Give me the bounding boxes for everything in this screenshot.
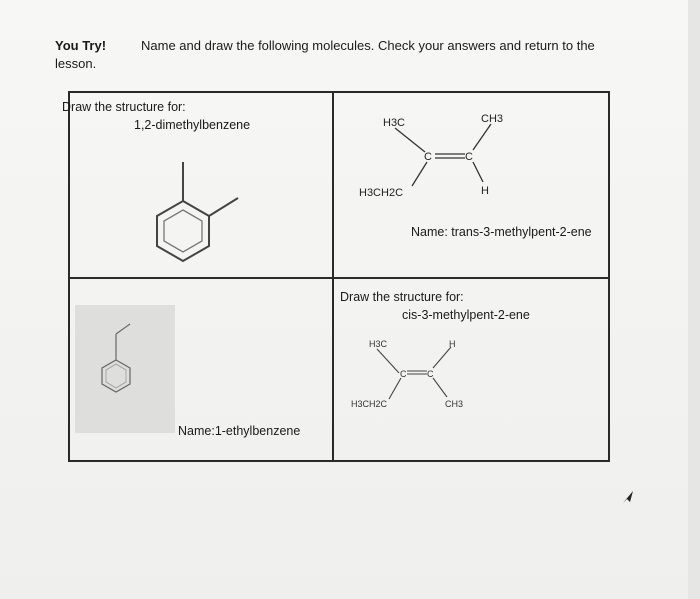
you-try-heading: You Try! xyxy=(55,38,107,53)
instruction-text: Name and draw the following molecules. Check your answers and return to the xyxy=(141,38,595,53)
draw-prompt-bottom-right: Draw the structure for: xyxy=(340,290,464,304)
draw-prompt-top-left: Draw the structure for: xyxy=(62,100,186,114)
answer-name-ethylbenzene: Name:1-ethylbenzene xyxy=(178,424,301,438)
bond-c-h xyxy=(473,162,483,182)
label-carbon-left: C xyxy=(400,369,407,379)
answer-name-trans: Name: trans-3-methylpent-2-ene xyxy=(411,225,592,239)
label-h3ch2c: H3CH2C xyxy=(359,187,404,199)
methyl-bond-2 xyxy=(209,198,238,216)
molecule-name-cis: cis-3-methylpent-2-ene xyxy=(402,308,530,322)
dimethylbenzene-structure xyxy=(140,150,250,275)
ethyl-bond-2 xyxy=(116,324,130,334)
label-ch3: CH3 xyxy=(445,399,464,409)
ethylbenzene-inner-bonds xyxy=(106,364,126,388)
label-carbon-right: C xyxy=(465,151,473,163)
label-h: H xyxy=(481,185,489,197)
benzene-inner-bonds xyxy=(164,210,202,252)
label-ch3: CH3 xyxy=(481,113,504,125)
cis-3-methylpent-2-ene-structure xyxy=(345,335,485,415)
page-edge-shadow xyxy=(688,0,700,599)
trans-3-methylpent-2-ene-structure xyxy=(355,108,525,203)
molecule-name-dimethylbenzene: 1,2-dimethylbenzene xyxy=(134,118,251,132)
bond-c-ch3 xyxy=(433,378,447,397)
label-carbon-right: C xyxy=(427,369,434,379)
bond-c-h xyxy=(433,347,451,368)
ethylbenzene-structure xyxy=(90,318,150,408)
bond-c-ethyl xyxy=(389,378,401,399)
label-carbon-left: C xyxy=(424,151,432,163)
label-h3c: H3C xyxy=(383,117,406,129)
instruction-text-continued: lesson. xyxy=(55,56,97,71)
bond-c-ch3 xyxy=(473,124,491,150)
cursor-arrow-icon xyxy=(621,489,635,505)
table-horizontal-divider xyxy=(68,277,610,279)
label-h3c: H3C xyxy=(369,339,388,349)
bond-h3c-c xyxy=(395,128,425,152)
bond-c-ethyl xyxy=(412,162,427,186)
label-h: H xyxy=(449,339,456,349)
label-h3ch2c: H3CH2C xyxy=(351,399,388,409)
bond-h3c-c xyxy=(377,349,399,373)
